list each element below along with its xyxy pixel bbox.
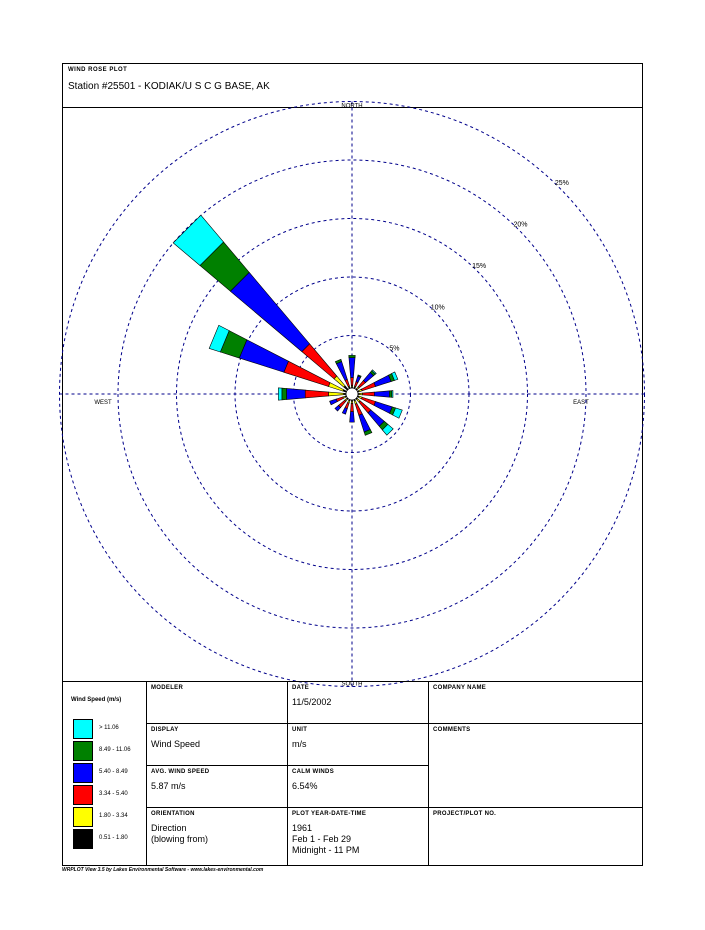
ring-label: 5% (389, 345, 400, 353)
label-east: EAST (573, 400, 589, 406)
petal-segment (351, 403, 354, 411)
legend-label: 1.80 - 3.34 (99, 813, 128, 819)
legend-swatch (73, 719, 93, 739)
legend-swatch (73, 785, 93, 805)
petal-segment (278, 388, 281, 400)
footer-credit: WRPLOT View 3.5 by Lakes Environmental Software - www.lakes-environmental.com (62, 867, 264, 873)
legend-label: 8.49 - 11.06 (99, 747, 131, 753)
legend-item (73, 763, 148, 783)
date-cell (287, 682, 428, 724)
petal-segment (287, 389, 306, 400)
display-cell (146, 724, 287, 766)
petal-segment (389, 391, 391, 398)
petal-segment (359, 393, 362, 395)
legend-swatch (73, 763, 93, 783)
petal-segment (342, 408, 347, 415)
legend-item (73, 807, 148, 827)
petal-segment (282, 388, 287, 400)
petal-segment (350, 412, 355, 422)
modeler-label: MODELER (151, 685, 184, 691)
plot-frame (62, 63, 643, 866)
unit-cell (287, 724, 428, 766)
comments-label: COMMENTS (433, 727, 471, 733)
legend-item (73, 829, 148, 849)
petal-segment (345, 379, 350, 386)
info-panel (63, 681, 642, 866)
petal-segment (349, 355, 355, 357)
petal-segment (329, 392, 344, 396)
display-value: Wind Speed (151, 739, 201, 749)
petal-segment (374, 391, 389, 397)
project-label: PROJECT/PLOT NO. (433, 811, 497, 817)
unit-label: UNIT (292, 727, 308, 733)
company-label: COMPANY NAME (433, 685, 487, 691)
petal-segment (349, 358, 355, 378)
ring-label: 10% (430, 304, 445, 312)
display-label: DISPLAY (151, 727, 179, 733)
legend-swatch (73, 807, 93, 827)
avg-speed-cell (146, 766, 287, 808)
calm-value: 6.54% (292, 781, 318, 791)
labels-layer (94, 104, 589, 688)
ring-label: 20% (513, 221, 528, 229)
orientation-label: ORIENTATION (151, 811, 195, 817)
petal-segment (363, 392, 375, 396)
legend-item (73, 741, 148, 761)
legend-label: > 11.06 (99, 725, 119, 731)
avg-speed-label: AVG. WIND SPEED (151, 769, 210, 775)
company-cell (428, 682, 642, 724)
legend-swatch (73, 829, 93, 849)
legend-title: Wind Speed (m/s) (71, 697, 122, 703)
ring-label: 15% (472, 262, 487, 270)
date-value: 11/5/2002 (292, 697, 332, 707)
petals-layer (173, 215, 402, 435)
petal-segment (351, 378, 354, 386)
legend-item (73, 785, 148, 805)
comments-cell (428, 724, 642, 808)
plot-year-cell (287, 808, 428, 866)
ring-label: 25% (554, 180, 569, 188)
petal-segment (392, 391, 393, 398)
label-south: SOUTH (341, 681, 363, 688)
petal-segment (330, 399, 338, 405)
avg-speed-value: 5.87 m/s (151, 781, 186, 791)
legend-item (73, 719, 148, 739)
calm-cell (287, 766, 428, 808)
legend-swatch (73, 741, 93, 761)
unit-value: m/s (292, 739, 307, 749)
label-north: NORTH (341, 103, 363, 110)
petal-segment (335, 405, 341, 411)
plot-year-label: PLOT YEAR-DATE-TIME (292, 811, 367, 817)
petal-segment (305, 390, 328, 398)
petal-segment (239, 340, 288, 373)
legend-label: 3.34 - 5.40 (99, 791, 128, 797)
orientation-value: Direction (blowing from) (151, 823, 209, 844)
petal-segment (359, 414, 371, 432)
petal-segment (374, 375, 391, 386)
legend-label: 5.40 - 8.49 (99, 769, 128, 775)
header-label: WIND ROSE PLOT (68, 67, 128, 73)
project-cell (428, 808, 642, 866)
calm-label: CALM WINDS (292, 769, 334, 775)
date-label: DATE (292, 685, 310, 691)
legend-panel (63, 682, 146, 866)
legend-label: 0.51 - 1.80 (99, 835, 128, 841)
station-title: Station #25501 - KODIAK/U S C G BASE, AK (68, 81, 270, 92)
plot-year-value: 1961 Feb 1 - Feb 29 Midnight - 11 PM (292, 823, 360, 855)
petal-segment (374, 402, 392, 414)
calm-circle (346, 388, 358, 400)
orientation-cell (146, 808, 287, 866)
modeler-cell (146, 682, 287, 724)
label-west: WEST (94, 400, 112, 406)
plot-header (63, 64, 642, 108)
petal-segment (336, 397, 343, 402)
petal-segment (351, 401, 353, 403)
